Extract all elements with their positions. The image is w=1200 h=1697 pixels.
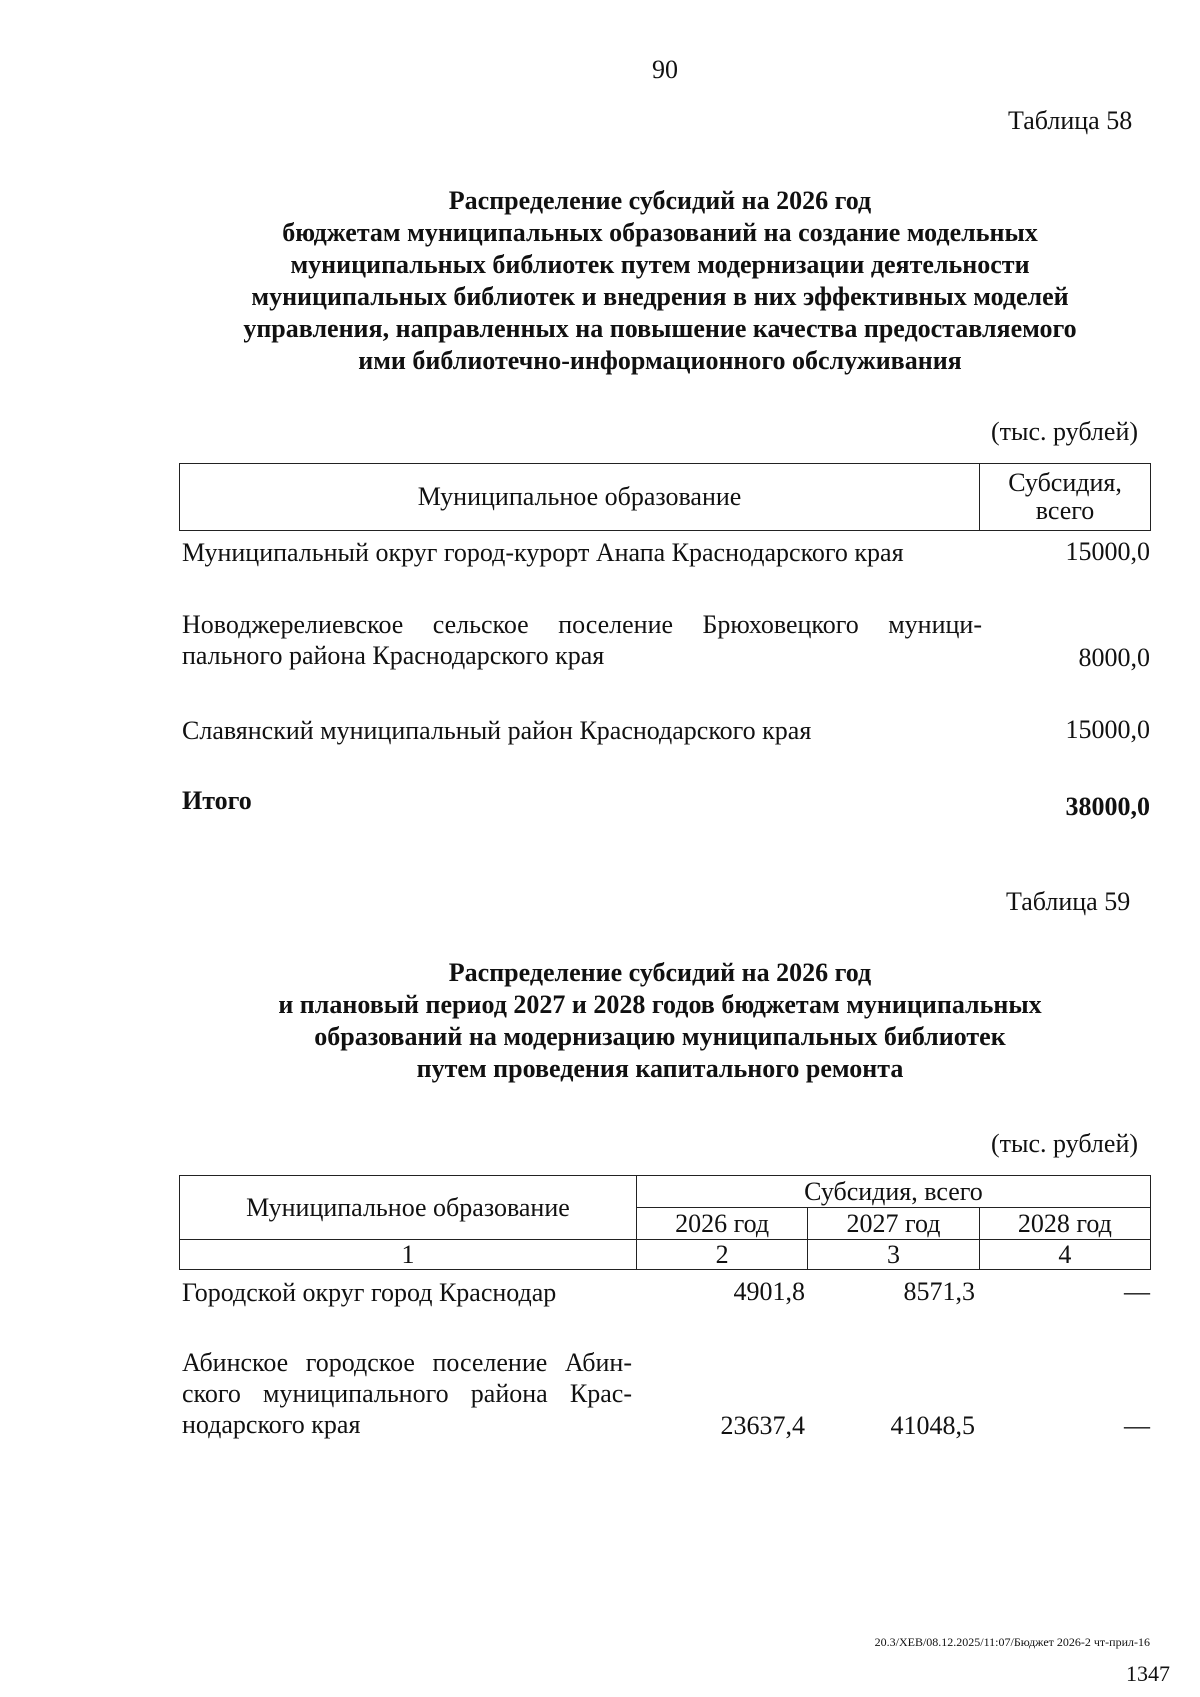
table-58-label: Таблица 58: [1008, 106, 1133, 135]
title-line: Распределение субсидий на 2026 год: [448, 186, 872, 215]
row-name-line: Абинское городское поселение Абин-: [182, 1348, 632, 1377]
table-59-header: [179, 1175, 1151, 1270]
title-line: путем проведения капитального ремонта: [416, 1054, 904, 1083]
header-subsidy-group: Субсидия, всего: [636, 1176, 1150, 1208]
table-58-header: [179, 463, 1151, 531]
table-58-row-3-value: 15000,0: [1065, 715, 1150, 744]
table-59-row-1-name: [182, 1277, 622, 1308]
header-subsidy-line1: Субсидия,: [1008, 468, 1122, 497]
table-58-row-2-name: [182, 609, 982, 671]
title-line: Распределение субсидий на 2026 год: [448, 958, 872, 987]
header-municipality: Муниципальное образование: [180, 1176, 637, 1240]
header-col-number: 3: [808, 1240, 979, 1270]
row-name-line: ского муниципального района Крас-: [182, 1379, 632, 1408]
row-name-line: Муниципальный округ город-курорт Анапа Краснодарского края: [182, 538, 904, 567]
table-58-total-value: 38000,0: [1065, 792, 1150, 821]
title-line: муниципальных библиотек путем модернизации деятельности: [290, 250, 1030, 279]
title-line: и плановый период 2027 и 2028 годов бюджетам муниципальных: [278, 990, 1042, 1019]
header-col-number: 1: [180, 1240, 637, 1270]
table-59-row-2-2026: 23637,4: [720, 1411, 805, 1440]
title-line: бюджетам муниципальных образований на создание модельных: [282, 218, 1038, 247]
header-year-2027: 2027 год: [808, 1208, 979, 1240]
table-58-row-3-name: [182, 715, 972, 746]
header-subsidy-line2: всего: [1035, 496, 1095, 525]
table-59-row-2-name: [182, 1347, 632, 1440]
footer-sheet-number: 1347: [1126, 1661, 1170, 1686]
footer-reference: 20.3/ХЕВ/08.12.2025/11:07/Бюджет 2026-2 чт-прил-16: [874, 1635, 1150, 1649]
table-59-label: Таблица 59: [1006, 887, 1131, 916]
row-name-line: нодарского края: [182, 1410, 361, 1439]
row-name-line: Новоджерелиевское сельское поселение Брюховецкого муници-: [182, 610, 982, 639]
title-line: муниципальных библиотек и внедрения в них эффективных моделей: [251, 282, 1069, 311]
row-name-line: пального района Краснодарского края: [182, 641, 605, 670]
table-58-row-2-value: 8000,0: [1078, 643, 1150, 672]
table-59-units: (тыс. рублей): [991, 1129, 1139, 1158]
table-59-row-2-2028: —: [1124, 1411, 1150, 1440]
header-col-number: 4: [979, 1240, 1150, 1270]
header-col-number: 2: [636, 1240, 807, 1270]
header-year-2028: 2028 год: [979, 1208, 1150, 1240]
header-municipality: Муниципальное образование: [180, 464, 980, 531]
table-59-row-2-2027: 41048,5: [890, 1411, 975, 1440]
table-58-total-label: Итого: [182, 786, 252, 815]
title-line: управления, направленных на повышение качества предоставляемого: [243, 314, 1077, 343]
table-59-row-1-2027: 8571,3: [903, 1277, 975, 1306]
header-subsidy: [980, 464, 1151, 531]
row-name-line: Славянский муниципальный район Краснодарского края: [182, 716, 812, 745]
table-58-title: [160, 185, 1160, 377]
header-year-2026: 2026 год: [636, 1208, 807, 1240]
table-59-row-1-2028: —: [1124, 1277, 1150, 1306]
table-58-row-1-value: 15000,0: [1065, 537, 1150, 566]
row-name-line: Городской округ город Краснодар: [182, 1278, 557, 1307]
table-58-units: (тыс. рублей): [991, 417, 1139, 446]
table-58-row-1-name: [182, 537, 972, 568]
title-line: ими библиотечно-информационного обслуживания: [358, 346, 962, 375]
table-59-row-1-2026: 4901,8: [733, 1277, 805, 1306]
title-line: образований на модернизацию муниципальных библиотек: [314, 1022, 1006, 1051]
table-59-title: [160, 957, 1160, 1085]
page-number: 90: [652, 55, 678, 84]
